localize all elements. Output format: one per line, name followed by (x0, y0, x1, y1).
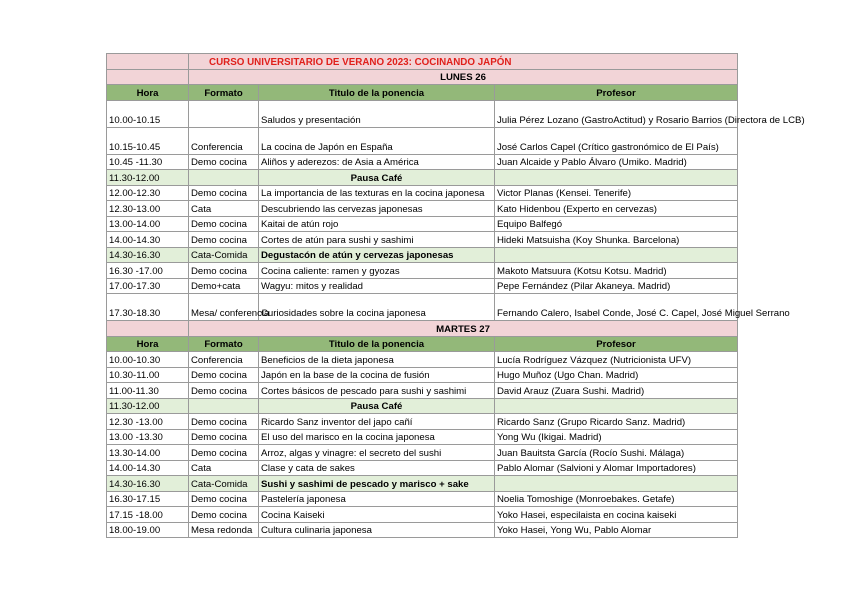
cell-profesor[interactable]: Yoko Hasei, Yong Wu, Pablo Alomar (495, 522, 738, 538)
title-row (107, 54, 738, 70)
day-spacer-cell[interactable] (107, 321, 189, 337)
cell-hora[interactable]: 11.30-12.00 (107, 398, 189, 414)
header-titulo[interactable]: Titulo de la ponencia (259, 336, 495, 352)
header-titulo[interactable]: Titulo de la ponencia (259, 85, 495, 101)
cell-hora[interactable]: 14.00-14.30 (107, 232, 189, 248)
cell-titulo[interactable]: Degustacón de atún y cervezas japonesas (259, 247, 495, 263)
cell-titulo[interactable]: Clase y cata de sakes (259, 460, 495, 476)
cell-profesor[interactable]: Juan Alcaide y Pablo Álvaro (Umiko. Madrid) (495, 154, 738, 170)
cell-titulo[interactable]: Kaitai de atún rojo (259, 216, 495, 232)
cell-profesor[interactable]: José Carlos Capel (Crítico gastronómico de El País) (495, 127, 738, 154)
schedule-row (107, 491, 738, 507)
cell-formato[interactable]: Demo cocina (189, 263, 259, 279)
cell-hora[interactable]: 16.30-17.15 (107, 491, 189, 507)
cell-formato[interactable]: Cata-Comida (189, 247, 259, 263)
cell-hora[interactable]: 13.00-14.00 (107, 216, 189, 232)
cell-titulo[interactable]: El uso del marisco en la cocina japonesa (259, 429, 495, 445)
cell-formato[interactable]: Conferencia (189, 352, 259, 368)
schedule-row (107, 278, 738, 294)
schedule-row (107, 367, 738, 383)
cell-profesor[interactable]: Juan Bauitsta García (Rocío Sushi. Málaga) (495, 445, 738, 461)
cell-hora[interactable]: 18.00-19.00 (107, 522, 189, 538)
cell-titulo[interactable]: Pausa Café (259, 398, 495, 414)
cell-hora[interactable]: 10.00-10.15 (107, 100, 189, 127)
cell-profesor[interactable]: Hugo Muñoz (Ugo Chan. Madrid) (495, 367, 738, 383)
schedule-row (107, 522, 738, 538)
title-spacer-cell[interactable] (107, 54, 189, 70)
schedule-row (107, 460, 738, 476)
cell-formato[interactable]: Demo+cata (189, 278, 259, 294)
cell-titulo[interactable]: La importancia de las texturas en la cocina japonesa (259, 185, 495, 201)
schedule-row (107, 247, 738, 263)
cell-titulo[interactable]: Descubriendo las cervezas japonesas (259, 201, 495, 217)
cell-profesor[interactable]: Pepe Fernández (Pilar Akaneya. Madrid) (495, 278, 738, 294)
schedule-row (107, 232, 738, 248)
cell-formato[interactable]: Demo cocina (189, 429, 259, 445)
cell-profesor[interactable]: Makoto Matsuura (Kotsu Kotsu. Madrid) (495, 263, 738, 279)
cell-profesor[interactable] (495, 476, 738, 492)
cell-titulo[interactable]: Beneficios de la dieta japonesa (259, 352, 495, 368)
schedule-row (107, 445, 738, 461)
cell-profesor[interactable]: Victor Planas (Kensei. Tenerife) (495, 185, 738, 201)
cell-profesor[interactable]: Hideki Matsuisha (Koy Shunka. Barcelona) (495, 232, 738, 248)
cell-titulo[interactable]: Pausa Café (259, 170, 495, 186)
cell-formato[interactable]: Demo cocina (189, 367, 259, 383)
cell-formato[interactable] (189, 100, 259, 127)
cell-profesor[interactable]: Equipo Balfegó (495, 216, 738, 232)
cell-titulo[interactable]: La cocina de Japón en España (259, 127, 495, 154)
schedule-row (107, 398, 738, 414)
cell-formato[interactable]: Demo cocina (189, 154, 259, 170)
cell-titulo[interactable]: Wagyu: mitos y realidad (259, 278, 495, 294)
cell-profesor[interactable]: David Arauz (Zuara Sushi. Madrid) (495, 383, 738, 399)
cell-titulo[interactable]: Cortes básicos de pescado para sushi y sashimi (259, 383, 495, 399)
header-hora[interactable]: Hora (107, 85, 189, 101)
cell-hora[interactable]: 14.00-14.30 (107, 460, 189, 476)
cell-formato[interactable]: Demo cocina (189, 507, 259, 523)
cell-hora[interactable]: 17.30-18.30 (107, 294, 189, 321)
cell-titulo[interactable]: Japón en la base de la cocina de fusión (259, 367, 495, 383)
cell-titulo[interactable]: Pastelería japonesa (259, 491, 495, 507)
cell-profesor[interactable]: Pablo Alomar (Salvioni y Alomar Importadores) (495, 460, 738, 476)
day-label[interactable]: LUNES 26 (189, 69, 738, 85)
cell-titulo[interactable]: Cocina caliente: ramen y gyozas (259, 263, 495, 279)
cell-hora[interactable]: 17.15 -18.00 (107, 507, 189, 523)
cell-profesor[interactable]: Ricardo Sanz (Grupo Ricardo Sanz. Madrid) (495, 414, 738, 430)
cell-hora[interactable]: 10.00-10.30 (107, 352, 189, 368)
schedule-row (107, 429, 738, 445)
cell-formato[interactable]: Cata-Comida (189, 476, 259, 492)
cell-formato[interactable]: Demo cocina (189, 232, 259, 248)
cell-formato[interactable] (189, 398, 259, 414)
cell-profesor[interactable] (495, 170, 738, 186)
cell-formato[interactable]: Demo cocina (189, 185, 259, 201)
cell-hora[interactable]: 14.30-16.30 (107, 476, 189, 492)
header-formato[interactable]: Formato (189, 336, 259, 352)
cell-hora[interactable]: 11.30-12.00 (107, 170, 189, 186)
header-row (107, 85, 738, 101)
cell-titulo[interactable]: Aliños y aderezos: de Asia a América (259, 154, 495, 170)
cell-titulo[interactable]: Saludos y presentación (259, 100, 495, 127)
cell-formato[interactable]: Demo cocina (189, 414, 259, 430)
cell-titulo[interactable]: Cortes de atún para sushi y sashimi (259, 232, 495, 248)
cell-titulo[interactable]: Cocina Kaiseki (259, 507, 495, 523)
cell-formato[interactable]: Cata (189, 460, 259, 476)
cell-hora[interactable]: 16.30 -17.00 (107, 263, 189, 279)
day-row (107, 69, 738, 85)
cell-hora[interactable]: 10.45 -11.30 (107, 154, 189, 170)
cell-hora[interactable]: 12.00-12.30 (107, 185, 189, 201)
schedule-row (107, 507, 738, 523)
cell-formato[interactable]: Demo cocina (189, 445, 259, 461)
course-title[interactable]: CURSO UNIVERSITARIO DE VERANO 2023: COCINANDO JAPÓN (189, 54, 738, 70)
schedule-row (107, 154, 738, 170)
cell-formato[interactable]: Demo cocina (189, 383, 259, 399)
day-spacer-cell[interactable] (107, 69, 189, 85)
cell-formato[interactable]: Cata (189, 201, 259, 217)
cell-profesor[interactable]: Lucía Rodríguez Vázquez (Nutricionista UFV) (495, 352, 738, 368)
cell-formato[interactable]: Demo cocina (189, 216, 259, 232)
cell-hora[interactable]: 13.00 -13.30 (107, 429, 189, 445)
cell-profesor[interactable]: Yoko Hasei, especilaista en cocina kaiseki (495, 507, 738, 523)
cell-titulo[interactable]: Sushi y sashimi de pescado y marisco + sake (259, 476, 495, 492)
cell-hora[interactable]: 14.30-16.30 (107, 247, 189, 263)
header-profesor[interactable]: Profesor (495, 85, 738, 101)
day-label[interactable]: MARTES 27 (189, 321, 738, 337)
cell-formato[interactable]: Demo cocina (189, 491, 259, 507)
cell-profesor[interactable]: Julia Pérez Lozano (GastroActitud) y Rosario Barrios (Directora de LCB) (495, 100, 738, 127)
cell-profesor[interactable] (495, 247, 738, 263)
schedule-row (107, 263, 738, 279)
schedule-table (106, 53, 805, 538)
cell-hora[interactable]: 12.30-13.00 (107, 201, 189, 217)
cell-hora[interactable]: 11.00-11.30 (107, 383, 189, 399)
spreadsheet (106, 53, 805, 538)
cell-profesor[interactable]: Noelia Tomoshige (Monroebakes. Getafe) (495, 491, 738, 507)
header-hora[interactable]: Hora (107, 336, 189, 352)
schedule-row (107, 127, 738, 154)
schedule-row (107, 414, 738, 430)
schedule-row (107, 216, 738, 232)
schedule-row (107, 170, 738, 186)
schedule-row (107, 352, 738, 368)
cell-formato[interactable]: Mesa redonda (189, 522, 259, 538)
schedule-row (107, 476, 738, 492)
cell-profesor[interactable]: Fernando Calero, Isabel Conde, José C. Capel, José Miguel Serrano (495, 294, 738, 321)
header-row (107, 336, 738, 352)
cell-formato[interactable]: Mesa/ conferencia (189, 294, 259, 321)
schedule-row (107, 185, 738, 201)
cell-titulo[interactable]: Cultura culinaria japonesa (259, 522, 495, 538)
cell-titulo[interactable]: Arroz, algas y vinagre: el secreto del sushi (259, 445, 495, 461)
schedule-row (107, 294, 738, 321)
cell-titulo[interactable]: Curiosidades sobre la cocina japonesa (259, 294, 495, 321)
header-formato[interactable]: Formato (189, 85, 259, 101)
cell-hora[interactable]: 10.30-11.00 (107, 367, 189, 383)
cell-hora[interactable]: 13.30-14.00 (107, 445, 189, 461)
cell-profesor[interactable]: Kato Hidenbou (Experto en cervezas) (495, 201, 738, 217)
cell-formato[interactable] (189, 170, 259, 186)
schedule-row (107, 201, 738, 217)
day-row (107, 321, 738, 337)
schedule-row (107, 383, 738, 399)
cell-hora[interactable]: 10.15-10.45 (107, 127, 189, 154)
cell-profesor[interactable] (495, 398, 738, 414)
cell-profesor[interactable]: Yong Wu (Ikigai. Madrid) (495, 429, 738, 445)
cell-formato[interactable]: Conferencia (189, 127, 259, 154)
cell-hora[interactable]: 17.00-17.30 (107, 278, 189, 294)
header-profesor[interactable]: Profesor (495, 336, 738, 352)
cell-titulo[interactable]: Ricardo Sanz inventor del japo cañí (259, 414, 495, 430)
cell-hora[interactable]: 12.30 -13.00 (107, 414, 189, 430)
schedule-row (107, 100, 738, 127)
